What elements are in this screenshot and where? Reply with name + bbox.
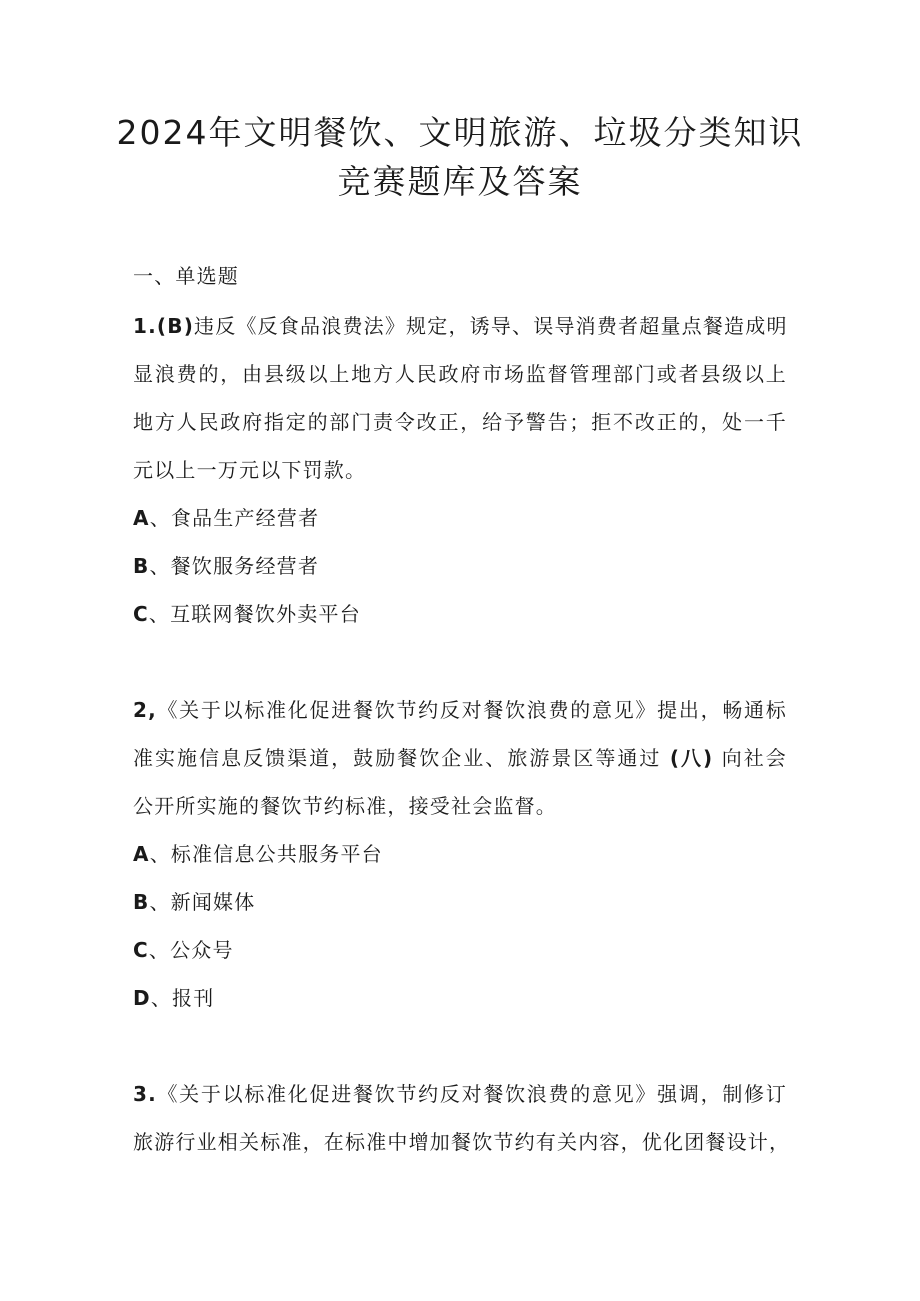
question-3-text: 《关于以标准化促进餐饮节约反对餐饮浪费的意见》强调，制修订: [156, 1082, 787, 1106]
option-text: 、互联网餐饮外卖平台: [148, 602, 361, 626]
question-1-option-c: [133, 604, 361, 624]
question-1-option-a: [133, 508, 319, 528]
question-1-text: 违反《反食品浪费法》规定，诱导、误导消费者超量点餐造成明: [194, 314, 788, 338]
question-2-option-d: [133, 988, 214, 1008]
option-letter: B: [133, 890, 150, 914]
question-1-line-1: [133, 316, 787, 336]
question-2-answer-mark: (八): [669, 746, 714, 770]
question-3-line-2: 旅游行业相关标准，在标准中增加餐饮节约有关内容，优化团餐设计，: [133, 1130, 791, 1154]
section-heading: 一、单选题: [133, 264, 239, 288]
option-text: 、食品生产经营者: [149, 506, 320, 530]
question-2-line-2: [133, 748, 787, 768]
question-1-option-b: [133, 556, 319, 576]
question-2-text-part: 准实施信息反馈渠道，鼓励餐饮企业、旅游景区等通过: [133, 746, 662, 770]
question-1-number: 1.(B): [133, 314, 195, 338]
question-2-number: 2,: [133, 698, 157, 722]
option-letter: C: [133, 602, 149, 626]
question-2-text-part: 向社会: [721, 746, 788, 770]
option-text: 、公众号: [148, 938, 234, 962]
question-2-option-c: [133, 940, 234, 960]
question-2-text: 《关于以标准化促进餐饮节约反对餐饮浪费的意见》提出，畅通标: [156, 698, 787, 722]
option-text: 、报刊: [150, 986, 215, 1010]
question-2-line-1: [133, 700, 787, 720]
option-text: 、餐饮服务经营者: [149, 554, 320, 578]
question-1-line-4: 元以上一万元以下罚款。: [133, 458, 367, 482]
option-letter: D: [133, 986, 151, 1010]
question-3-number: 3.: [133, 1082, 157, 1106]
question-2-option-a: [133, 844, 383, 864]
option-text: 、新闻媒体: [149, 890, 256, 914]
option-text: 、标准信息公共服务平台: [149, 842, 383, 866]
option-letter: B: [133, 554, 150, 578]
option-letter: C: [133, 938, 149, 962]
document-title-line-2: 竞赛题库及答案: [337, 162, 583, 201]
question-3-line-1: [133, 1084, 787, 1104]
question-1-line-3: 地方人民政府指定的部门责令改正，给予警告；拒不改正的，处一千: [133, 410, 787, 434]
question-2-line-3: 公开所实施的餐饮节约标准，接受社会监督。: [133, 794, 557, 818]
question-2-option-b: [133, 892, 255, 912]
option-letter: A: [133, 506, 150, 530]
document-title-line-1: 2024年文明餐饮、文明旅游、垃圾分类知识: [116, 113, 804, 152]
question-1-line-2: 显浪费的，由县级以上地方人民政府市场监督管理部门或者县级以上: [133, 362, 787, 386]
option-letter: A: [133, 842, 150, 866]
